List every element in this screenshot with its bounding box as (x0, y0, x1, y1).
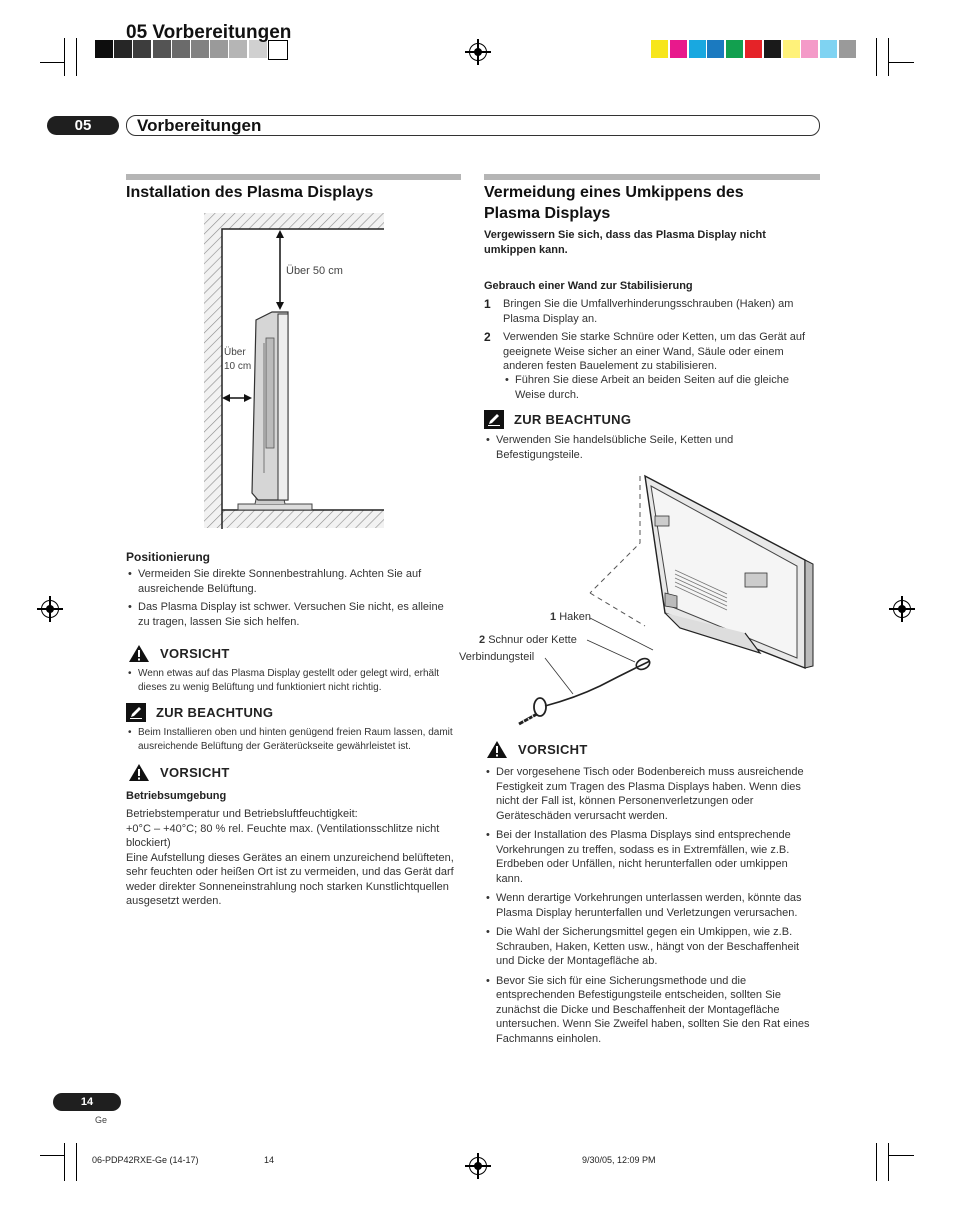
chapter-number: 05 (47, 116, 119, 135)
note-text (126, 726, 462, 753)
section-rule (484, 174, 820, 180)
note-text (484, 433, 804, 462)
warning-icon (128, 644, 150, 663)
anti-tip-figure (505, 468, 825, 733)
crop-mark (888, 1155, 914, 1156)
list-item: • Der vorgesehene Tisch oder Bodenbereich muss ausreichende Festigkeit zum Tragen des Plasma Displays haben. Wenn dies nicht der Fall ist, können Personenverletzungen oder Geräteschäden verursacht werden. (484, 765, 816, 823)
file-name: 06-PDP42RXE-Ge (14-17) (92, 1155, 199, 1165)
color-swatch (707, 40, 724, 58)
color-swatch (670, 40, 687, 58)
list-item: • Die Wahl der Sicherungsmittel gegen ein Umkippen, wie z.B. Schrauben, Haken, Ketten usw., hängt von der Beschaffenheit und Dicke der Montagefläche ab. (484, 925, 816, 969)
figure-label-num: 2 (479, 634, 486, 646)
list-item: • Bei der Installation des Plasma Displays sind entsprechende Vorkehrungen zu treffen, sodass es in Extremfällen, wie z.B. Erdbeben oder Unfällen, nicht herunterfallen oder umkippen kann. (484, 828, 816, 886)
pencil-note-icon (484, 410, 504, 429)
list-item: • Verwenden Sie handelsübliche Seile, Ketten und Befestigungsteile. (484, 433, 804, 462)
list-item: • Führen Sie diese Arbeit an beiden Seiten auf die gleiche Weise durch. (503, 373, 813, 402)
list-item: • Beim Installieren oben und hinten genügend freien Raum lassen, damit ausreichende Belüftung der Geräterückseite gewährleistet ist. (126, 726, 462, 753)
step-bullet (503, 373, 813, 402)
figure-label-side-2: 10 cm (224, 361, 252, 372)
crop-mark (876, 1143, 877, 1181)
crop-mark (76, 38, 77, 76)
registration-mark-icon (469, 1157, 487, 1175)
caution-label: VORSICHT (160, 765, 230, 780)
language-code: Ge (95, 1115, 108, 1125)
paragraph: Betriebstemperatur und Betriebsluftfeuchtigkeit: (126, 808, 358, 820)
note-label: ZUR BEACHTUNG (514, 412, 632, 427)
figure-label-hook (550, 611, 591, 623)
list-item: • Bevor Sie sich für eine Sicherungsmethode und die entsprechenden Befestigungsteile entscheiden, sollten Sie zunächst die Dicke und Beschaffenheit der Montagefläche untersuchen. Wenn Sie Zweifel haben, sollten Sie den Rat eines Fachmanns einholen. (484, 974, 816, 1047)
caution-label: VORSICHT (518, 742, 588, 757)
color-swatch (745, 40, 762, 58)
color-swatch (651, 40, 668, 58)
registration-mark-icon (469, 43, 487, 61)
list-item: • Wenn etwas auf das Plasma Display gestellt oder gelegt wird, erhält dieses zu wenig Belüftung und funktioniert nicht richtig. (126, 667, 462, 694)
color-swatch (764, 40, 781, 58)
gray-swatch (95, 40, 113, 58)
figure-label-text: Schnur oder Kette (488, 634, 577, 646)
step-text: Verwenden Sie starke Schnüre oder Ketten, um das Gerät auf geeignete Weise sicher an einer Wand, Säule oder einem anderen festen Bauelement zu stabilisieren. (503, 331, 806, 372)
crop-mark (40, 62, 64, 63)
section-title-installation: Installation des Plasma Displays (126, 184, 374, 201)
paragraph: Eine Aufstellung dieses Gerätes an einem unzureichend belüfteten, sehr feuchten oder heißen Ort ist zu vermeiden, und das Gerät darf weder direkter Sonneneinstrahlung noch starken Kunstlichtquellen ausgesetzt werden. (126, 851, 454, 907)
figure-label-top: Über 50 cm (286, 265, 343, 277)
step-text: Bringen Sie die Umfallverhinderungsschrauben (Haken) am Plasma Display an. (503, 298, 794, 325)
paragraph: +0°C – +40°C; 80 % rel. Feuchte max. (Ventilationsschlitze nicht blockiert) (126, 822, 440, 849)
registration-mark-icon (893, 600, 911, 618)
note-header (126, 703, 273, 722)
color-swatch (689, 40, 706, 58)
print-page: 14 (264, 1155, 275, 1165)
betriebsumgebung-text (126, 807, 462, 909)
figure-label-side-1: Über (224, 347, 246, 358)
wall-subheading: Gebrauch einer Wand zur Stabilisierung (484, 280, 693, 292)
positionierung-heading: Positionierung (126, 550, 210, 564)
step-number: 1 (484, 297, 491, 311)
figure-label-chain (479, 634, 577, 646)
print-datetime: 9/30/05, 12:09 PM (582, 1155, 656, 1165)
note-label: ZUR BEACHTUNG (156, 705, 274, 720)
section-title-umkippen: Vermeidung eines Umkippens des Plasma Displays (484, 184, 744, 222)
registration-mark-icon (41, 600, 59, 618)
list-item: • Wenn derartige Vorkehrungen unterlassen werden, könnte das Plasma Display herunterfallen und Verletzungen verursachen. (484, 891, 816, 920)
step-number: 2 (484, 330, 491, 344)
crop-mark (888, 1143, 889, 1181)
crop-mark (876, 38, 877, 76)
color-swatch (820, 40, 837, 58)
list-item: • Das Plasma Display ist schwer. Versuchen Sie nicht, es alleine zu tragen, lassen Sie sich helfen. (126, 600, 456, 629)
betriebsumgebung-heading: Betriebsumgebung (126, 790, 227, 802)
intro-text: Vergewissern Sie sich, dass das Plasma Display nicht umkippen kann. (484, 229, 766, 256)
crop-mark (40, 1155, 64, 1156)
crop-mark (76, 1143, 77, 1181)
caution-label: VORSICHT (160, 646, 230, 661)
pencil-note-icon (126, 703, 146, 722)
caution-list (484, 765, 816, 1046)
note-header (484, 410, 631, 429)
section-rule (126, 174, 461, 180)
running-header: 05 Vorbereitungen (126, 22, 292, 43)
caution-text (126, 667, 462, 694)
page-number: 14 (53, 1093, 121, 1111)
crop-mark (64, 38, 65, 76)
caution-header (486, 740, 588, 759)
figure-label-text: Haken (559, 611, 591, 623)
color-swatch (726, 40, 743, 58)
figure-label-connector: Verbindungsteil (459, 651, 535, 663)
color-swatch (801, 40, 818, 58)
caution-header (128, 644, 230, 663)
color-swatch (783, 40, 800, 58)
crop-mark (888, 62, 914, 63)
figure-label-num: 1 (550, 611, 557, 623)
crop-mark (64, 1143, 65, 1181)
positionierung-list (126, 567, 456, 629)
warning-icon (486, 740, 508, 759)
list-item: • Vermeiden Sie direkte Sonnenbestrahlung. Achten Sie auf ausreichende Belüftung. (126, 567, 456, 596)
caution-header (128, 763, 230, 782)
warning-icon (128, 763, 150, 782)
crop-mark (888, 38, 889, 76)
chapter-title: Vorbereitungen (137, 116, 262, 135)
color-swatch (839, 40, 856, 58)
